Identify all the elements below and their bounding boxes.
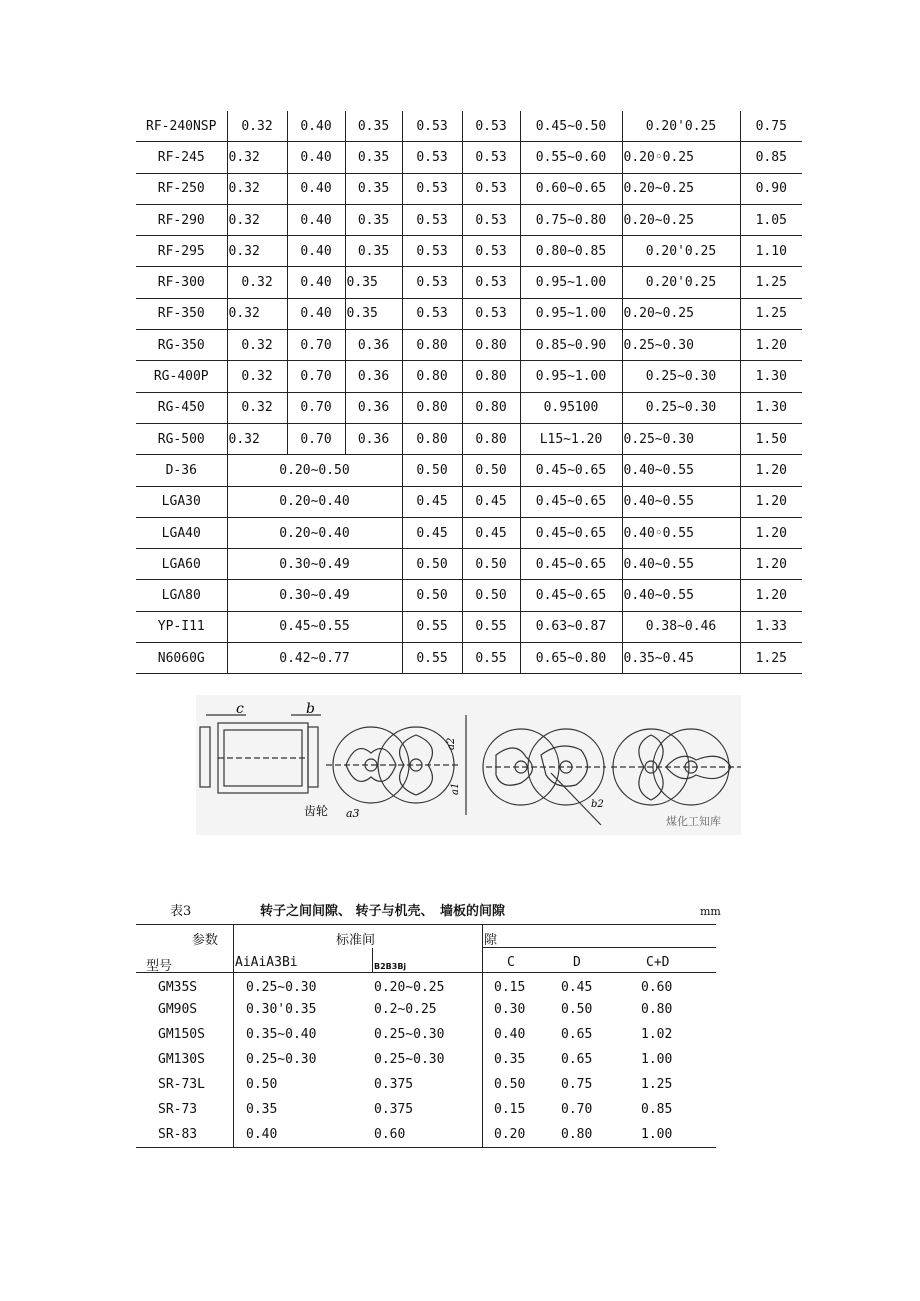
table-cell: 0.90 [740, 173, 802, 204]
table-cell: 0.70 [287, 330, 345, 361]
table-cell: 0.36 [345, 361, 402, 392]
table-cell: 0.53 [402, 204, 462, 235]
table-cell: 0.25~0.30 [622, 361, 740, 392]
table-cell: 0.50 [494, 1077, 526, 1092]
table-cell: RG-450 [136, 392, 227, 423]
table-cell: 0.80 [462, 361, 520, 392]
table-cell: 1.25 [740, 298, 802, 329]
table-cell: 1.20 [740, 549, 802, 580]
table-cell: 0.95~1.00 [520, 267, 622, 298]
table-cell: 1.50 [740, 423, 802, 454]
header-cd: C+D [646, 955, 670, 970]
table-cell: 0.80 [402, 392, 462, 423]
table-cell: 0.35 [345, 142, 402, 173]
table-cell: 0.35 [345, 267, 402, 298]
table-cell: N6060G [136, 643, 227, 674]
table-cell: 0.53 [402, 267, 462, 298]
table-cell: GM35S [158, 980, 198, 995]
table-cell: 0.53 [402, 142, 462, 173]
table-cell: 0.65~0.80 [520, 643, 622, 674]
table-cell: 0.20~0.25 [374, 980, 445, 995]
table-cell: 0.40~0.55 [622, 486, 740, 517]
table-cell: 0.35 [494, 1052, 526, 1067]
table3 [136, 900, 721, 1150]
table-cell: 0.25~0.30 [246, 980, 317, 995]
table-cell: YP-I11 [136, 611, 227, 642]
table-cell: 1.00 [641, 1052, 673, 1067]
table-cell: 1.25 [740, 643, 802, 674]
table-cell: RG-350 [136, 330, 227, 361]
table-cell: 0.32 [227, 142, 287, 173]
header-c: C [507, 955, 515, 970]
table-cell: 0.45~0.65 [520, 580, 622, 611]
table-cell: 0.20~0.25 [622, 173, 740, 204]
table-cell: 0.75 [740, 111, 802, 142]
table-cell: 0.45~0.65 [520, 517, 622, 548]
table-cell: 0.50 [246, 1077, 278, 1092]
table-cell: 0.80 [402, 330, 462, 361]
table-cell: 0.45 [561, 980, 593, 995]
table-cell: 1.05 [740, 204, 802, 235]
table-cell: 0.35 [345, 173, 402, 204]
table-cell: 1.33 [740, 611, 802, 642]
table-row [136, 611, 802, 642]
table-row [136, 423, 802, 454]
table-cell: RF-250 [136, 173, 227, 204]
table-cell: LGA30 [136, 486, 227, 517]
table-cell: 0.40 [287, 298, 345, 329]
table-cell: RF-350 [136, 298, 227, 329]
table-cell: 0.30~0.49 [227, 580, 402, 611]
table-cell: 0.53 [462, 267, 520, 298]
fig-label-a2: a2 [446, 737, 457, 750]
table-cell: 0.75 [561, 1077, 593, 1092]
table-cell: 0.65 [561, 1027, 593, 1042]
table-cell: RF-300 [136, 267, 227, 298]
table-cell: 0.375 [374, 1102, 414, 1117]
table-cell: L15~1.20 [520, 423, 622, 454]
table-cell: 0.60 [641, 980, 673, 995]
fig-label-b: b [306, 701, 315, 717]
table-cell: SR-73 [158, 1102, 198, 1117]
table-cell: 0.20 [494, 1127, 526, 1142]
table-cell: 0.85 [641, 1102, 673, 1117]
table-cell: 0.53 [462, 236, 520, 267]
table-cell: D-36 [136, 455, 227, 486]
table-cell: 0.40 [287, 111, 345, 142]
table-cell: 0.95~1.00 [520, 361, 622, 392]
table-row [136, 298, 802, 329]
table-cell: 0.53 [402, 298, 462, 329]
table-row [136, 486, 802, 517]
table-cell: LGA40 [136, 517, 227, 548]
table-row [136, 392, 802, 423]
header-model: 型号 [146, 959, 173, 974]
table-cell: 0.50 [462, 455, 520, 486]
table-cell: 1.25 [641, 1077, 673, 1092]
table-cell: RF-240NSP [136, 111, 227, 142]
table-cell: 0.30 [494, 1002, 526, 1017]
table-cell: 0.35 [246, 1102, 278, 1117]
table-cell: 0.35 [345, 236, 402, 267]
table-cell: 0.40 [287, 173, 345, 204]
table-cell: 1.25 [740, 267, 802, 298]
table-row [136, 204, 802, 235]
table-cell: 0.85 [740, 142, 802, 173]
table-cell: 0.45~0.55 [227, 611, 402, 642]
header-d: D [573, 955, 581, 970]
table-cell: 1.20 [740, 330, 802, 361]
table-cell: 0.40◦0.55 [622, 517, 740, 548]
table-cell: 0.40~0.55 [622, 580, 740, 611]
table-cell: 0.55 [402, 643, 462, 674]
table-cell: 0.20~0.40 [227, 486, 402, 517]
table-row [136, 111, 802, 142]
table-cell: LGΛ80 [136, 580, 227, 611]
table-cell: 0.80 [462, 392, 520, 423]
table-cell: 0.32 [227, 392, 287, 423]
table-cell: 0.38~0.46 [622, 611, 740, 642]
header-b: B2B3Bj [374, 962, 407, 971]
header-standard: 标准间 [336, 933, 376, 948]
table-cell: 0.50 [462, 549, 520, 580]
table-cell: 0.2~0.25 [374, 1002, 437, 1017]
table-cell: 0.20'0.25 [622, 111, 740, 142]
table-cell: 1.00 [641, 1127, 673, 1142]
table-cell: 0.53 [462, 111, 520, 142]
table-cell: 0.40 [494, 1027, 526, 1042]
table-row [136, 330, 802, 361]
table-cell: RG-400P [136, 361, 227, 392]
table-cell: 1.02 [641, 1027, 673, 1042]
table-cell: 0.25~0.30 [622, 392, 740, 423]
table-row [136, 267, 802, 298]
table-cell: 0.32 [227, 361, 287, 392]
header-gap: 隙 [484, 933, 498, 948]
table-row [136, 643, 802, 674]
table-cell: 0.32 [227, 111, 287, 142]
table-cell: SR-73L [158, 1077, 205, 1092]
table-cell: 0.40 [287, 204, 345, 235]
table-row [136, 517, 802, 548]
table-cell: 0.35 [345, 204, 402, 235]
table-cell: 0.53 [462, 298, 520, 329]
table-cell: 0.20~0.25 [622, 298, 740, 329]
table-cell: 0.55 [402, 611, 462, 642]
table-cell: 0.50 [402, 455, 462, 486]
table-row [136, 455, 802, 486]
table-cell: 0.40 [287, 142, 345, 173]
table-cell: LGA60 [136, 549, 227, 580]
table-cell: 0.45~0.65 [520, 455, 622, 486]
table-cell: 1.20 [740, 580, 802, 611]
table-cell: 0.35 [345, 298, 402, 329]
table-cell: 0.55~0.60 [520, 142, 622, 173]
table-cell: 0.65 [561, 1052, 593, 1067]
table-cell: 0.35~0.40 [246, 1027, 317, 1042]
table-cell: 0.45 [402, 486, 462, 517]
table-cell: 0.70 [287, 423, 345, 454]
table-cell: 0.32 [227, 267, 287, 298]
table-cell: 0.25~0.30 [374, 1052, 445, 1067]
table-cell: 0.53 [402, 111, 462, 142]
table-cell: 0.32 [227, 236, 287, 267]
table-cell: 0.45 [402, 517, 462, 548]
table-cell: RG-500 [136, 423, 227, 454]
table-cell: 0.80 [462, 423, 520, 454]
table-cell: 0.32 [227, 204, 287, 235]
table-cell: 0.75~0.80 [520, 204, 622, 235]
table-cell: 0.50 [402, 549, 462, 580]
table-cell: 1.10 [740, 236, 802, 267]
table-cell: 0.32 [227, 298, 287, 329]
table-cell: 0.20◦0.25 [622, 142, 740, 173]
table-cell: 0.40~0.55 [622, 455, 740, 486]
fig-label-gear: 齿轮 [304, 804, 329, 818]
table-row [136, 173, 802, 204]
table-cell: 0.80 [462, 330, 520, 361]
table-cell: 0.55 [462, 643, 520, 674]
fig-label-c: c [236, 701, 244, 717]
table-cell: RF-295 [136, 236, 227, 267]
table-cell: 0.45 [462, 517, 520, 548]
table3-title: 转子之间间隙、 转子与机壳、 墙板的间隙 [260, 904, 506, 919]
table-cell: 0.45 [462, 486, 520, 517]
table-cell: 0.40 [287, 267, 345, 298]
table-cell: 0.35 [345, 111, 402, 142]
table-cell: SR-83 [158, 1127, 198, 1142]
table-cell: 0.53 [402, 173, 462, 204]
fig-label-a1: a1 [450, 782, 461, 795]
table-cell: 0.70 [287, 392, 345, 423]
table-row [136, 361, 802, 392]
table-cell: 0.70 [561, 1102, 593, 1117]
table-cell: 0.53 [462, 173, 520, 204]
table-cell: 0.80 [561, 1127, 593, 1142]
table-cell: 0.80 [402, 361, 462, 392]
table-cell: 0.25~0.30 [622, 423, 740, 454]
table-cell: 0.15 [494, 1102, 526, 1117]
table3-unit: mm [700, 905, 721, 918]
watermark-text: 煤化工知库 [666, 815, 721, 828]
table-cell: RF-290 [136, 204, 227, 235]
table-cell: 1.20 [740, 517, 802, 548]
table-row [136, 549, 802, 580]
table-cell: 0.40 [246, 1127, 278, 1142]
table-cell: 0.25~0.30 [374, 1027, 445, 1042]
table-cell: 0.60~0.65 [520, 173, 622, 204]
table-cell: 0.36 [345, 392, 402, 423]
table-row [136, 236, 802, 267]
table-cell: 0.45~0.65 [520, 549, 622, 580]
table-cell: 0.53 [462, 142, 520, 173]
table-cell: 0.15 [494, 980, 526, 995]
table-cell: 0.45~0.65 [520, 486, 622, 517]
table-cell: 0.20'0.25 [622, 267, 740, 298]
table-cell: 0.35~0.45 [622, 643, 740, 674]
fig-label-a3: a3 [346, 807, 360, 820]
table-cell: 0.95~1.00 [520, 298, 622, 329]
table-cell: 0.32 [227, 330, 287, 361]
table-cell: 0.30~0.49 [227, 549, 402, 580]
table-cell: 0.50 [462, 580, 520, 611]
table-cell: 0.50 [561, 1002, 593, 1017]
table-cell: 1.20 [740, 455, 802, 486]
table-cell: 0.40~0.55 [622, 549, 740, 580]
table-row [136, 580, 802, 611]
table-cell: 0.60 [374, 1127, 406, 1142]
table-cell: 0.36 [345, 330, 402, 361]
table-cell: 0.40 [287, 236, 345, 267]
table-cell: 1.30 [740, 361, 802, 392]
table-cell: 0.55 [462, 611, 520, 642]
table-cell: 0.53 [402, 236, 462, 267]
table-cell: 0.32 [227, 173, 287, 204]
table-cell: 0.42~0.77 [227, 643, 402, 674]
fig-label-b2: b2 [591, 799, 604, 810]
table-cell: 0.63~0.87 [520, 611, 622, 642]
table-cell: 0.70 [287, 361, 345, 392]
table-cell: 0.30'0.35 [246, 1002, 317, 1017]
table-cell: 0.32 [227, 423, 287, 454]
table-cell: 0.20~0.40 [227, 517, 402, 548]
table-row [136, 142, 802, 173]
table-cell: 0.25~0.30 [246, 1052, 317, 1067]
table-cell: 0.95100 [520, 392, 622, 423]
table-cell: 0.20~0.25 [622, 204, 740, 235]
clearance-table-top [136, 111, 802, 674]
table-cell: GM150S [158, 1027, 205, 1042]
table-cell: 1.20 [740, 486, 802, 517]
table-cell: 0.80 [402, 423, 462, 454]
table-cell: 0.25~0.30 [622, 330, 740, 361]
table-cell: 0.20'0.25 [622, 236, 740, 267]
table-cell: GM130S [158, 1052, 205, 1067]
table3-number: 表3 [170, 904, 192, 919]
table-cell: GM90S [158, 1002, 198, 1017]
table-cell: 0.375 [374, 1077, 414, 1092]
table-cell: 0.80 [641, 1002, 673, 1017]
table-cell: 0.80~0.85 [520, 236, 622, 267]
table-cell: 0.50 [402, 580, 462, 611]
table-cell: 0.45~0.50 [520, 111, 622, 142]
table-cell: 0.85~0.90 [520, 330, 622, 361]
table-cell: RF-245 [136, 142, 227, 173]
table-cell: 0.20~0.50 [227, 455, 402, 486]
table-cell: 1.30 [740, 392, 802, 423]
header-param: 参数 [192, 933, 219, 948]
rotor-clearance-diagram [196, 695, 741, 835]
table-cell: 0.36 [345, 423, 402, 454]
table-cell: 0.53 [462, 204, 520, 235]
header-a: AiAiA3Bi [235, 955, 298, 970]
